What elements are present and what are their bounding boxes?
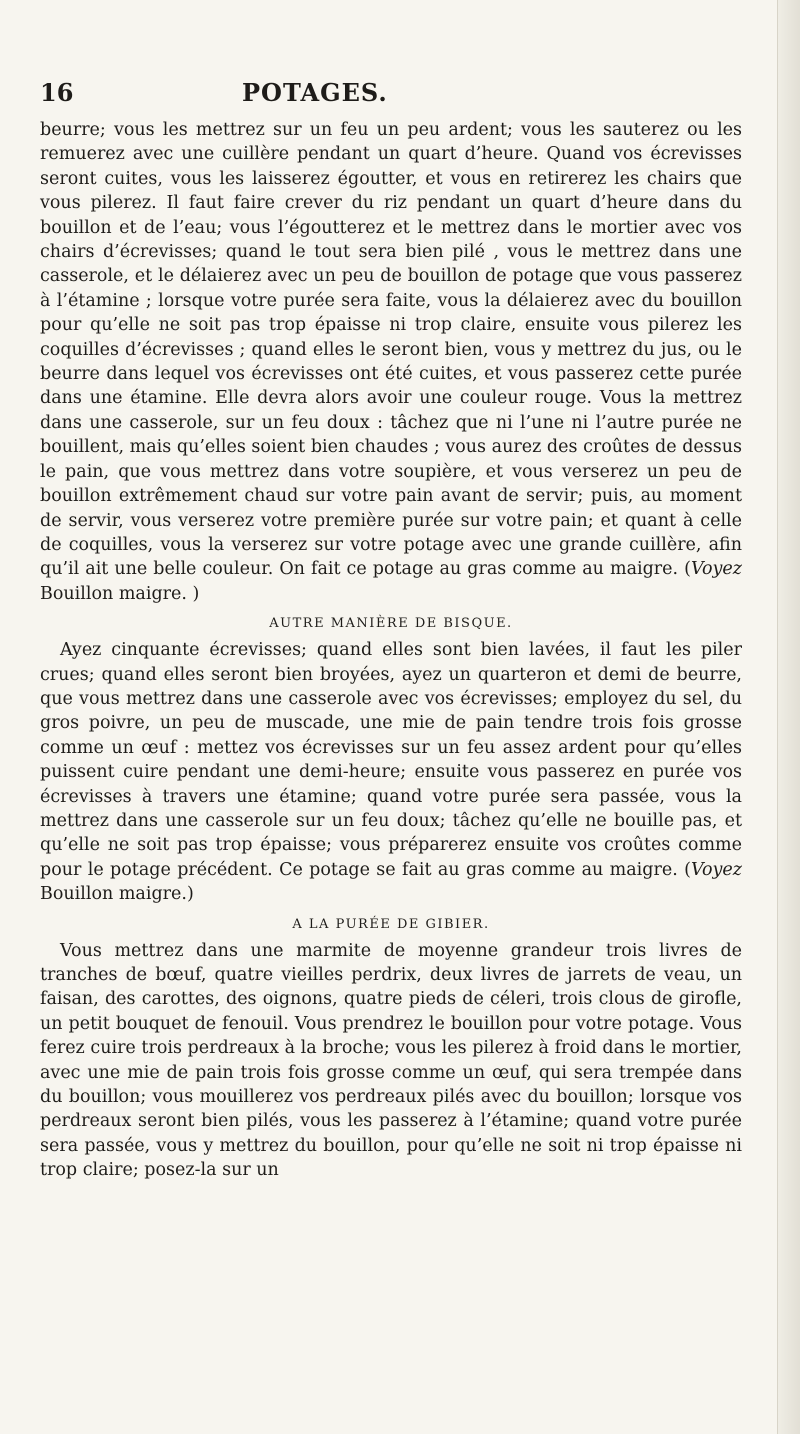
paragraph-puree-gibier — [40, 939, 742, 1183]
page-number: 16 — [40, 78, 74, 107]
voyez-reference: Voyez — [690, 559, 742, 580]
page-header — [40, 78, 740, 108]
paragraph-text-end: Bouillon maigre.) — [40, 884, 194, 905]
voyez-reference: Voyez — [690, 859, 742, 880]
paragraph-autre-maniere — [40, 638, 742, 906]
paragraph-text: beurre; vous les mettrez sur un feu un peu ardent; vous les sauterez ou les remuerez avec une cuillère pendant un quart d’heure. Quand vos écrevisses seront cuites, vous les laisserez égoutter, et vous en retirerez les chairs que vous pilerez. Il faut faire crever du riz pendant un quart d’heure dans du bouillon et de l’eau; vous l’égoutterez et le mettrez dans le mortier avec vos chairs d’écrevisses; quand le tout sera bien pilé , vous le mettrez dans une casserole, et le délaierez avec un peu de bouillon de potage que vous passerez à l’étamine ; lorsque votre purée sera faite, vous la délaierez avec du bouillon pour qu’elle ne soit pas trop épaisse ni trop claire, ensuite vous pilerez les coquilles d’écrevisses ; quand elles le seront bien, vous y mettrez du jus, ou le beurre dans lequel vos écrevisses ont été cuites, et vous passerez cette purée dans une étamine. Elle devra alors avoir une couleur rouge. Vous la mettrez dans une casserole, sur un feu doux : tâchez que ni l’une ni l’autre purée ne bouillent, mais qu’elles soient bien chaudes ; vous aurez des croûtes de dessus le pain, que vous mettrez dans votre soupière, et vous verserez un peu de bouillon extrêmement chaud sur votre pain avant de servir; puis, au moment de servir, vous verserez votre première purée sur votre pain; et quant à celle de coquilles, vous la verserez sur votre potage avec une grande cuillère, afin qu’il ait une belle couleur. On fait ce potage au gras comme au maigre. ( — [40, 120, 742, 580]
paragraph-text: Vous mettrez dans une marmite de moyenne grandeur trois livres de tranches de bœuf, quatre vieilles perdrix, deux livres de jarrets de veau, un faisan, des carottes, des oignons, quatre pieds de céleri, trois clous de girofle, un petit bouquet de fenouil. Vous prendrez le bouillon pour votre potage. Vous ferez cuire trois perdreaux à la broche; vous les pilerez à froid dans le mortier, avec une mie de pain trois fois grosse comme un œuf, qui sera trempée dans du bouillon; vous mouillerez vos perdreaux pilés avec du bouillon; lorsque vos perdreaux seront bien pilés, vous les passerez à l’étamine; quand votre purée sera passée, vous y mettrez du bouillon, pour qu’elle ne soit ni trop épaisse ni trop claire; posez-la sur un — [40, 940, 742, 1181]
book-page — [40, 0, 770, 1434]
paragraph-text-end: Bouillon maigre. ) — [40, 583, 200, 604]
paragraph-text: Ayez cinquante écrevisses; quand elles sont bien lavées, il faut les piler crues; quand elles seront bien broyées, ayez un quarteron et demi de beurre, que vous mettrez dans une casserole avec vos écrevisses; employez du sel, du gros poivre, un peu de muscade, une mie de pain tendre trois fois grosse comme un œuf : mettez vos écrevisses sur un feu assez ardent pour qu’elles puissent cuire pendant une demi-heure; ensuite vous passerez en purée vos écrevisses à travers une étamine; quand votre purée sera passée, vous la mettrez dans une casserole sur un feu doux; tâchez qu’elle ne bouille pas, et qu’elle ne soit pas trop épaisse; vous préparerez ensuite vos croûtes comme pour le potage précédent. Ce potage se fait au gras comme au maigre. ( — [40, 640, 742, 880]
section-heading-puree-gibier: A LA PURÉE DE GIBIER. — [292, 916, 490, 932]
paragraph-bisque-continued — [40, 118, 742, 606]
section-heading-autre-maniere: AUTRE MANIÈRE DE BISQUE. — [269, 616, 513, 632]
body-text — [40, 118, 742, 1183]
running-title: POTAGES. — [242, 78, 388, 107]
page-edge — [777, 0, 800, 1434]
